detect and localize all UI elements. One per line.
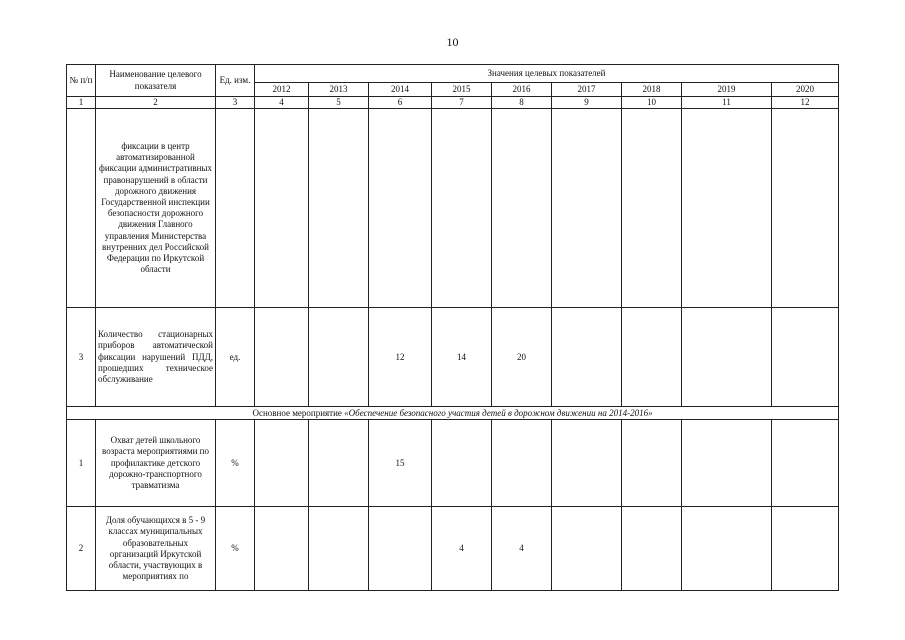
year-cell: 2016 bbox=[492, 83, 552, 97]
column-number: 9 bbox=[552, 97, 622, 109]
row-num: 3 bbox=[67, 308, 96, 407]
row-unit: % bbox=[216, 507, 255, 591]
indicator-name: Количество стационарных приборов автоматической фиксации нарушений ПДД, прошедших техническое обслуживание bbox=[96, 308, 216, 407]
header-num: № п/п bbox=[67, 65, 96, 97]
table-row bbox=[67, 420, 839, 507]
header-name: Наименование целевого показателя bbox=[96, 65, 216, 97]
column-number: 1 bbox=[67, 97, 96, 109]
column-number: 11 bbox=[682, 97, 772, 109]
value-cell bbox=[432, 420, 492, 507]
value-cell bbox=[552, 109, 622, 308]
value-cell bbox=[622, 308, 682, 407]
header-row bbox=[67, 65, 839, 83]
value-cell bbox=[772, 308, 839, 407]
column-number: 4 bbox=[255, 97, 309, 109]
year-cell: 2014 bbox=[369, 83, 432, 97]
value-cell bbox=[369, 507, 432, 591]
year-cell: 2020 bbox=[772, 83, 839, 97]
section-row bbox=[67, 407, 839, 420]
column-numbers-row bbox=[67, 97, 839, 109]
value-cell bbox=[772, 420, 839, 507]
header-values: Значения целевых показателей bbox=[255, 65, 839, 83]
value-cell bbox=[552, 308, 622, 407]
year-cell: 2012 bbox=[255, 83, 309, 97]
column-number: 2 bbox=[96, 97, 216, 109]
row-unit bbox=[216, 109, 255, 308]
value-cell: 20 bbox=[492, 308, 552, 407]
indicator-name: Охват детей школьного возраста мероприятиями по профилактике детского дорожно-транспортного травматизма bbox=[96, 420, 216, 507]
year-cell: 2018 bbox=[622, 83, 682, 97]
value-cell: 15 bbox=[369, 420, 432, 507]
column-number: 5 bbox=[309, 97, 369, 109]
value-cell: 4 bbox=[432, 507, 492, 591]
value-cell: 4 bbox=[492, 507, 552, 591]
value-cell bbox=[309, 308, 369, 407]
column-number: 6 bbox=[369, 97, 432, 109]
value-cell bbox=[682, 308, 772, 407]
indicator-name: фиксации в центр автоматизированной фиксации административных правонарушений в области дорожного движения Государственной инспекции безопасности дорожного движения Главного управления Министерства внутренних дел Российской Федерации по Иркутской области bbox=[96, 109, 216, 308]
row-unit: ед. bbox=[216, 308, 255, 407]
value-cell bbox=[622, 420, 682, 507]
value-cell bbox=[772, 507, 839, 591]
target-indicators-table bbox=[66, 64, 839, 591]
section-prefix: Основное мероприятие bbox=[252, 407, 345, 418]
section-event-name: «Обеспечение безопасного участия детей в дорожном движении на 2014-2016» bbox=[344, 407, 653, 418]
table-row bbox=[67, 109, 839, 308]
column-number: 3 bbox=[216, 97, 255, 109]
column-number: 10 bbox=[622, 97, 682, 109]
value-cell bbox=[552, 420, 622, 507]
value-cell bbox=[622, 507, 682, 591]
value-cell bbox=[309, 420, 369, 507]
year-cell: 2013 bbox=[309, 83, 369, 97]
value-cell bbox=[682, 507, 772, 591]
value-cell bbox=[622, 109, 682, 308]
value-cell bbox=[682, 109, 772, 308]
column-number: 7 bbox=[432, 97, 492, 109]
table-row bbox=[67, 308, 839, 407]
value-cell bbox=[492, 109, 552, 308]
value-cell bbox=[772, 109, 839, 308]
header-unit: Ед. изм. bbox=[216, 65, 255, 97]
value-cell bbox=[309, 507, 369, 591]
year-cell: 2017 bbox=[552, 83, 622, 97]
year-cell: 2015 bbox=[432, 83, 492, 97]
row-unit: % bbox=[216, 420, 255, 507]
page-number: 10 bbox=[446, 35, 459, 49]
row-num bbox=[67, 109, 96, 308]
value-cell: 12 bbox=[369, 308, 432, 407]
value-cell bbox=[682, 420, 772, 507]
table-row bbox=[67, 507, 839, 591]
indicator-name: Доля обучающихся в 5 - 9 классах муниципальных образовательных организаций Иркутской области, участвующих в мероприятиях по bbox=[96, 507, 216, 591]
row-num: 2 bbox=[67, 507, 96, 591]
value-cell bbox=[255, 308, 309, 407]
value-cell: 14 bbox=[432, 308, 492, 407]
row-num: 1 bbox=[67, 420, 96, 507]
column-number: 8 bbox=[492, 97, 552, 109]
value-cell bbox=[255, 420, 309, 507]
section-title bbox=[67, 407, 839, 420]
value-cell bbox=[492, 420, 552, 507]
year-cell: 2019 bbox=[682, 83, 772, 97]
column-number: 12 bbox=[772, 97, 839, 109]
value-cell bbox=[552, 507, 622, 591]
value-cell bbox=[255, 109, 309, 308]
value-cell bbox=[432, 109, 492, 308]
value-cell bbox=[369, 109, 432, 308]
value-cell bbox=[309, 109, 369, 308]
value-cell bbox=[255, 507, 309, 591]
